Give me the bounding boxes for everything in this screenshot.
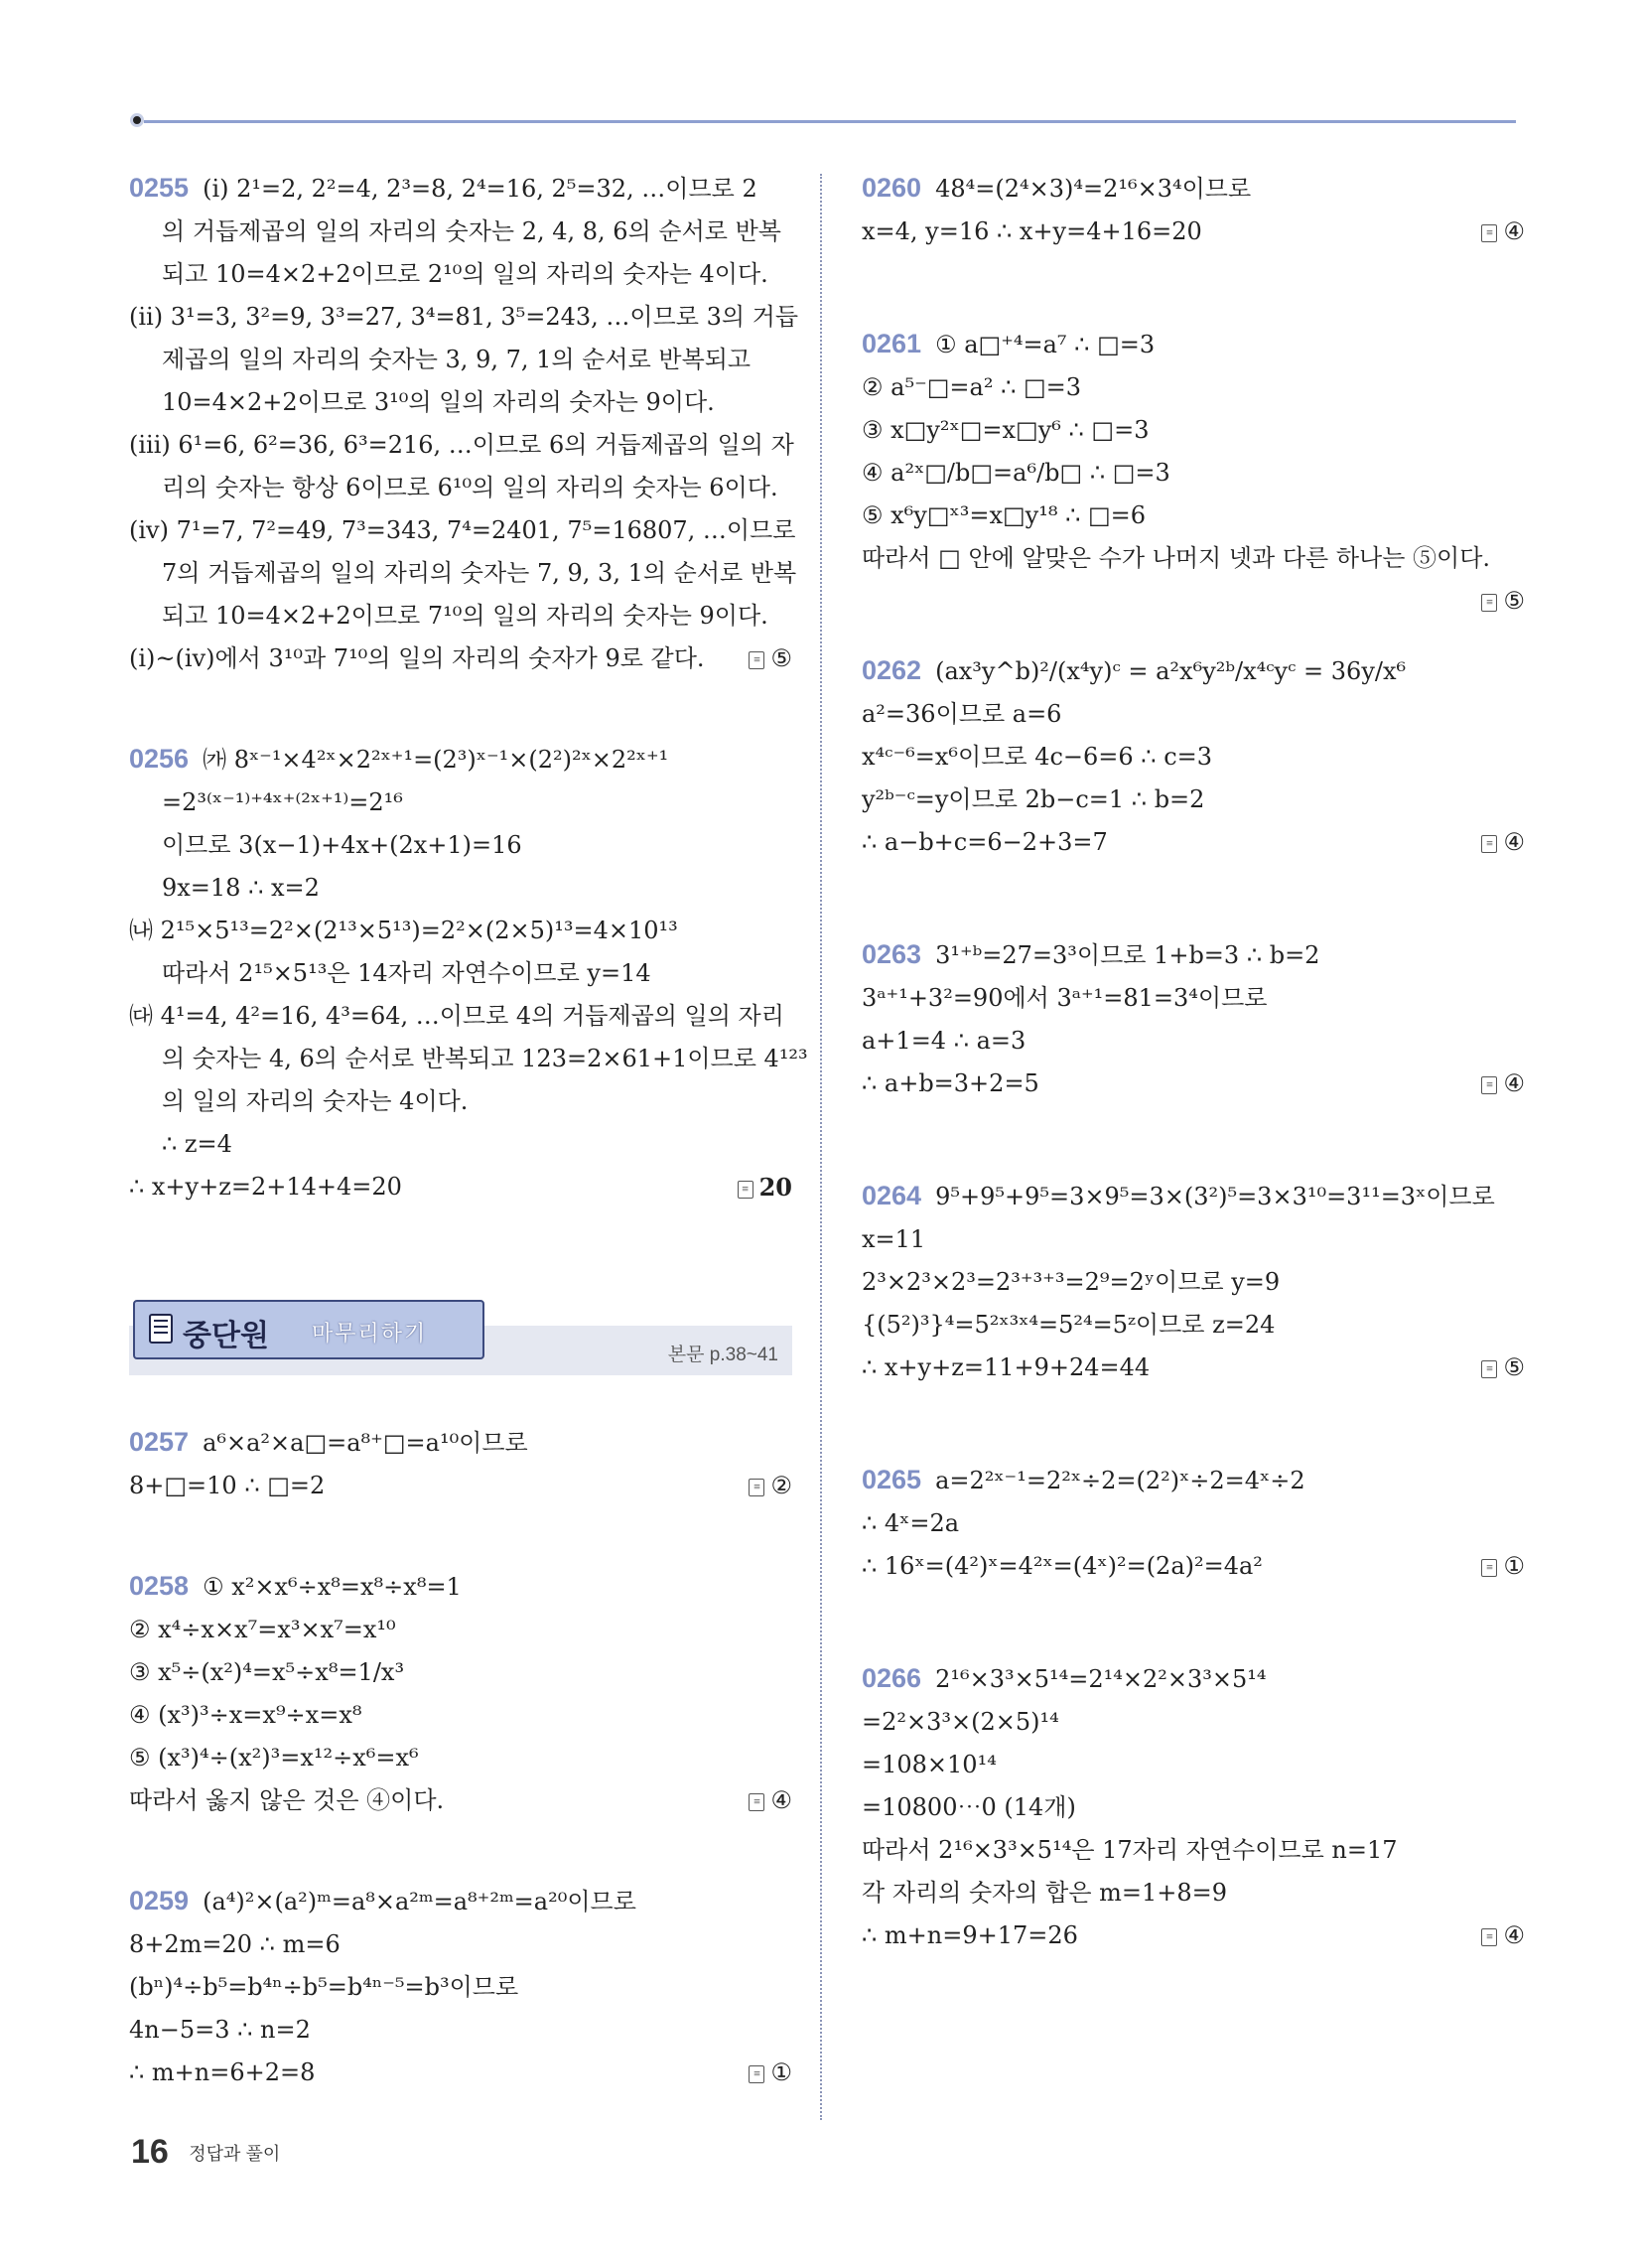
- solution-text: ① x²×x⁶÷x⁸=x⁸÷x⁸=1: [203, 1573, 462, 1601]
- solution-line: [129, 167, 792, 211]
- header-rule: [144, 120, 1516, 123]
- solution-line: [862, 167, 1525, 211]
- solution-line: [862, 977, 1525, 1020]
- solution-line: [862, 1872, 1525, 1914]
- banner-label-box: [133, 1300, 484, 1359]
- solution-line: [862, 1545, 1525, 1588]
- solution-text: ③ x□y²ˣ□=x□y⁶ ∴ □=3: [862, 416, 1150, 444]
- problem-number: 0258: [129, 1571, 190, 1601]
- answer-value: ④: [770, 1786, 792, 1814]
- solution-text: (ⅱ) 3¹=3, 3²=9, 3³=27, 3⁴=81, 3⁵=243, …이므로 3의 거듭: [129, 303, 799, 331]
- solution-line: [862, 1502, 1525, 1545]
- problem-spacer: [862, 253, 1525, 323]
- solution-line: [129, 467, 792, 509]
- solution-line: [862, 1744, 1525, 1786]
- answer-value: ④: [1503, 828, 1525, 856]
- answer-box-icon: ≡: [1481, 224, 1497, 242]
- answer-mark: [749, 1465, 792, 1507]
- solution-line: [862, 1304, 1525, 1347]
- solution-text: x=4, y=16 ∴ x+y=4+16=20: [862, 217, 1202, 245]
- problem-number: 0259: [129, 1886, 190, 1915]
- solution-text: ∴ x+y+z=11+9+24=44: [862, 1353, 1151, 1381]
- solution-line: [129, 867, 792, 910]
- solution-text: =10800⋯0 (14개): [862, 1793, 1076, 1821]
- header-bullet-icon: [130, 113, 144, 127]
- solution-text: 이므로 3(x−1)+4x+(2x+1)=16: [162, 831, 522, 859]
- solution-line: [862, 1459, 1525, 1502]
- solution-text: 의 일의 자리의 숫자는 4이다.: [162, 1087, 469, 1115]
- problem-number: 0266: [862, 1663, 922, 1693]
- solution-line: [129, 1421, 792, 1465]
- solution-text: 4n−5=3 ∴ n=2: [129, 2016, 311, 2044]
- solution-text: =108×10¹⁴: [862, 1751, 997, 1778]
- solution-text: 9x=18 ∴ x=2: [162, 874, 320, 902]
- problem-number: 0257: [129, 1427, 190, 1457]
- solution-text: 의 거듭제곱의 일의 자리의 숫자는 2, 4, 8, 6의 순서로 반복: [162, 217, 781, 245]
- answer-box-icon: ≡: [749, 1479, 764, 1496]
- solution-line: [129, 424, 792, 467]
- problem-spacer: [862, 864, 1525, 933]
- problem-0265: [862, 1459, 1525, 1588]
- column-divider: [820, 174, 822, 2120]
- solution-text: 따라서 옳지 않은 것은 ④이다.: [129, 1786, 445, 1814]
- solution-line: [862, 409, 1525, 452]
- solution-line: [862, 1701, 1525, 1744]
- solution-line: [129, 638, 792, 680]
- solution-text: 8+□=10 ∴ □=2: [129, 1472, 326, 1499]
- problem-number: 0255: [129, 173, 190, 203]
- solution-text: ∴ x+y+z=2+14+4=20: [129, 1173, 402, 1201]
- answer-value: ④: [1503, 217, 1525, 245]
- solution-text: y²ᵇ⁻ᶜ=y이므로 2b−c=1 ∴ b=2: [862, 785, 1205, 813]
- solution-text: ② a⁵⁻□=a² ∴ □=3: [862, 373, 1082, 401]
- solution-line: [862, 1020, 1525, 1063]
- solution-text: ㈐ 4¹=4, 4²=16, 4³=64, …이므로 4의 거듭제곱의 일의 자리: [129, 1002, 784, 1030]
- solution-line: [129, 595, 792, 638]
- solution-text: (ⅲ) 6¹=6, 6²=36, 6³=216, …이므로 6의 거듭제곱의 일의 자: [129, 431, 794, 459]
- solution-line: [129, 1880, 792, 1923]
- solution-line: [862, 933, 1525, 977]
- page-footer: [131, 2133, 280, 2172]
- answer-value: ④: [1503, 1921, 1525, 1949]
- solution-line: [862, 1261, 1525, 1304]
- answer-value: ②: [770, 1472, 792, 1499]
- solution-line: [862, 452, 1525, 495]
- solution-line: [862, 366, 1525, 409]
- notebook-icon: [149, 1314, 173, 1344]
- solution-text: =2³⁽ˣ⁻¹⁾⁺⁴ˣ⁺⁽²ˣ⁺¹⁾=2¹⁶: [162, 788, 403, 816]
- problem-spacer: [862, 580, 1525, 649]
- answer-mark: [749, 2052, 792, 2094]
- answer-box-icon: ≡: [749, 1793, 764, 1811]
- solution-text: ① a□⁺⁴=a⁷ ∴ □=3: [935, 331, 1156, 358]
- solution-line: [862, 1063, 1525, 1105]
- answer-box-icon: ≡: [749, 651, 764, 669]
- solution-line: [129, 339, 792, 381]
- answer-mark: [1481, 1545, 1525, 1588]
- problem-number: 0265: [862, 1465, 922, 1494]
- problem-0263: [862, 933, 1525, 1105]
- solution-line: [862, 821, 1525, 864]
- solution-text: x⁴ᶜ⁻⁶=x⁶이므로 4c−6=6 ∴ c=3: [862, 743, 1213, 771]
- solution-line: [129, 1038, 808, 1080]
- solution-text: =2²×3³×(2×5)¹⁴: [862, 1708, 1059, 1736]
- solution-text: x=11: [862, 1225, 926, 1253]
- right-problems: [862, 167, 1525, 1957]
- solution-text: 되고 10=4×2+2이므로 7¹⁰의 일의 자리의 숫자는 9이다.: [162, 602, 768, 630]
- solution-text: a²=36이므로 a=6: [862, 700, 1062, 728]
- solution-text: 9⁵+9⁵+9⁵=3×9⁵=3×(3²)⁵=3×3¹⁰=3¹¹=3ˣ이므로: [935, 1183, 1495, 1210]
- footer-label: 정답과 풀이: [189, 2143, 281, 2164]
- answer-value: ④: [1503, 1069, 1525, 1097]
- problem-0259: [129, 1880, 792, 2094]
- solution-line: [129, 1923, 792, 1966]
- solution-text: ∴ m+n=9+17=26: [862, 1921, 1078, 1949]
- problem-spacer: [129, 680, 792, 738]
- solution-line: [862, 1829, 1525, 1872]
- answer-mark: [1481, 1914, 1525, 1957]
- solution-line: [862, 323, 1525, 366]
- banner-title: 중단원: [183, 1320, 269, 1352]
- problem-number: 0261: [862, 329, 922, 358]
- solution-line: [129, 253, 792, 296]
- solution-line: [129, 1779, 792, 1822]
- answer-mark: [1481, 211, 1525, 253]
- solution-line: [129, 509, 796, 552]
- left-problems-top: [129, 167, 808, 1208]
- solution-text: 제곱의 일의 자리의 숫자는 3, 9, 7, 1의 순서로 반복되고: [162, 346, 752, 373]
- solution-line: [862, 1347, 1525, 1389]
- solution-line: [129, 738, 792, 781]
- solution-text: 2¹⁶×3³×5¹⁴=2¹⁴×2²×3³×5¹⁴: [935, 1665, 1267, 1693]
- problem-spacer: [129, 1822, 792, 1880]
- solution-text: 2³×2³×2³=2³⁺³⁺³=2⁹=2ʸ이므로 y=9: [862, 1268, 1281, 1296]
- problem-0262: [862, 649, 1525, 864]
- solution-text: 따라서 2¹⁵×5¹³은 14자리 자연수이므로 y=14: [162, 959, 651, 987]
- solution-text: 8+2m=20 ∴ m=6: [129, 1930, 341, 1958]
- problem-spacer: [862, 1389, 1525, 1459]
- problem-number: 0264: [862, 1181, 922, 1210]
- solution-text: (ax³y^b)²/(x⁴y)ᶜ = a²x⁶y²ᵇ/x⁴ᶜyᶜ = 36y/x⁶: [935, 657, 1407, 685]
- solution-text: ∴ a−b+c=6−2+3=7: [862, 828, 1108, 856]
- solution-text: ③ x⁵÷(x²)⁴=x⁵÷x⁸=1/x³: [129, 1658, 405, 1686]
- solution-text: (bⁿ)⁴÷b⁵=b⁴ⁿ÷b⁵=b⁴ⁿ⁻⁵=b³이므로: [129, 1973, 519, 2001]
- answer-value: ⑤: [1503, 1353, 1525, 1381]
- solution-line: [129, 1123, 792, 1166]
- solution-line: [862, 1657, 1525, 1701]
- section-banner: [129, 1300, 792, 1387]
- solution-line: [129, 1465, 792, 1507]
- answer-value: ①: [770, 2058, 792, 2086]
- banner-page-reference: 본문 p.38~41: [667, 1345, 778, 1365]
- answer-box-icon: ≡: [738, 1181, 753, 1199]
- solution-text: 따라서 □ 안에 알맞은 수가 나머지 넷과 다른 하나는 ⑤이다.: [862, 544, 1491, 572]
- solution-line: [862, 693, 1525, 736]
- solution-text: ② x⁴÷x×x⁷=x³×x⁷=x¹⁰: [129, 1616, 396, 1643]
- problem-0261: [862, 323, 1525, 615]
- answer-box-icon: ≡: [1481, 1559, 1497, 1577]
- solution-line: [129, 1694, 792, 1737]
- solution-text: 각 자리의 숫자의 합은 m=1+8=9: [862, 1879, 1228, 1907]
- solution-text: ⑤ x⁶y□ˣ³=x□y¹⁸ ∴ □=6: [862, 501, 1147, 529]
- problem-spacer: [862, 1105, 1525, 1175]
- solution-line: [862, 1218, 1525, 1261]
- solution-line: [129, 2052, 792, 2094]
- solution-text: {(5²)³}⁴=5²ˣ³ˣ⁴=5²⁴=5ᶻ이므로 z=24: [862, 1311, 1276, 1339]
- problem-0257: [129, 1421, 792, 1507]
- solution-line: [862, 779, 1525, 821]
- solution-line: [129, 2009, 792, 2052]
- solution-line: [129, 211, 792, 253]
- problem-0256: [129, 738, 808, 1208]
- solution-text: (ⅳ) 7¹=7, 7²=49, 7³=343, 7⁴=2401, 7⁵=16807, …이므로: [129, 516, 796, 544]
- answer-mark: [749, 1779, 792, 1822]
- solution-line: [862, 1914, 1525, 1957]
- answer-box-icon: ≡: [1481, 594, 1497, 612]
- solution-text: ∴ m+n=6+2=8: [129, 2058, 316, 2086]
- solution-line: [129, 1565, 792, 1609]
- solution-line: [129, 1080, 792, 1123]
- solution-text: ∴ 16ˣ=(4²)ˣ=4²ˣ=(4ˣ)²=(2a)²=4a²: [862, 1552, 1263, 1580]
- answer-box-icon: ≡: [1481, 1360, 1497, 1378]
- solution-line: [129, 296, 799, 339]
- solution-text: ㈏ 2¹⁵×5¹³=2²×(2¹³×5¹³)=2²×(2×5)¹³=4×10¹³: [129, 917, 678, 944]
- solution-line: [862, 495, 1525, 537]
- solution-text: 3ᵃ⁺¹+3²=90에서 3ᵃ⁺¹=81=3⁴이므로: [862, 984, 1268, 1012]
- answer-box-icon: ≡: [1481, 1928, 1497, 1946]
- banner-subtitle: 마무리하기: [312, 1321, 428, 1346]
- solution-line: [129, 824, 792, 867]
- left-column: [129, 167, 808, 2094]
- solution-line: [129, 1966, 792, 2009]
- answer-box-icon: ≡: [1481, 835, 1497, 853]
- problem-0258: [129, 1565, 792, 1822]
- problem-number: 0260: [862, 173, 922, 203]
- problem-spacer: [862, 1588, 1525, 1657]
- solution-text: a⁶×a²×a□=a⁸⁺□=a¹⁰이므로: [203, 1429, 528, 1457]
- answer-mark: [738, 1166, 792, 1209]
- right-column: [862, 167, 1525, 1957]
- solution-text: ∴ z=4: [162, 1130, 232, 1158]
- solution-line: [129, 381, 792, 424]
- problem-number: 0256: [129, 744, 190, 774]
- answer-box-icon: ≡: [1481, 1076, 1497, 1094]
- solution-text: 10=4×2+2이므로 3¹⁰의 일의 자리의 숫자는 9이다.: [162, 388, 715, 416]
- solution-line: [862, 649, 1525, 693]
- problem-0260: [862, 167, 1525, 253]
- solution-text: ㈎ 8ˣ⁻¹×4²ˣ×2²ˣ⁺¹=(2³)ˣ⁻¹×(2²)²ˣ×2²ˣ⁺¹: [203, 746, 669, 774]
- solution-text: ⑤ (x³)⁴÷(x²)³=x¹²÷x⁶=x⁶: [129, 1744, 419, 1772]
- solution-line: [129, 995, 792, 1038]
- solution-text: 되고 10=4×2+2이므로 2¹⁰의 일의 자리의 숫자는 4이다.: [162, 260, 768, 288]
- solution-line: [129, 1166, 792, 1208]
- solution-line: [862, 1786, 1525, 1829]
- solution-text: (ⅰ)~(ⅳ)에서 3¹⁰과 7¹⁰의 일의 자리의 숫자가 9로 같다.: [129, 644, 705, 672]
- solution-line: [862, 211, 1525, 253]
- problem-0266: [862, 1657, 1525, 1957]
- answer-mark: [1481, 1063, 1525, 1105]
- problem-number: 0263: [862, 939, 922, 969]
- solution-line: [129, 952, 792, 995]
- solution-text: 리의 숫자는 항상 6이므로 6¹⁰의 일의 자리의 숫자는 6이다.: [162, 474, 778, 501]
- solution-text: 따라서 2¹⁶×3³×5¹⁴은 17자리 자연수이므로 n=17: [862, 1836, 1398, 1864]
- solution-line: [129, 1651, 792, 1694]
- answer-value: 20: [758, 1173, 792, 1202]
- page-number: 16: [131, 2133, 169, 2171]
- solution-text: 의 숫자는 4, 6의 순서로 반복되고 123=2×61+1이므로 4¹²³: [162, 1045, 808, 1072]
- answer-value: ①: [1503, 1552, 1525, 1580]
- answer-mark: [1481, 1347, 1525, 1389]
- solution-text: 7의 거듭제곱의 일의 자리의 숫자는 7, 9, 3, 1의 순서로 반복: [162, 559, 797, 587]
- problem-spacer: [129, 1507, 792, 1565]
- answer-box-icon: ≡: [749, 2065, 764, 2083]
- left-problems-bottom: [129, 1421, 792, 2094]
- answer-mark: [749, 638, 792, 680]
- solution-line: [129, 552, 797, 595]
- solution-line: [862, 736, 1525, 779]
- solution-text: a+1=4 ∴ a=3: [862, 1027, 1026, 1055]
- solution-line: [129, 1737, 792, 1779]
- solution-line: [129, 910, 792, 952]
- answer-mark: [1481, 821, 1525, 864]
- solution-text: 3¹⁺ᵇ=27=3³이므로 1+b=3 ∴ b=2: [935, 941, 1320, 969]
- solution-line: [862, 1175, 1525, 1218]
- solution-text: ④ (x³)³÷x=x⁹÷x=x⁸: [129, 1701, 362, 1729]
- problem-number: 0262: [862, 655, 922, 685]
- solution-text: ④ a²ˣ□/b□=a⁶/b□ ∴ □=3: [862, 459, 1170, 487]
- solution-text: (ⅰ) 2¹=2, 2²=4, 2³=8, 2⁴=16, 2⁵=32, …이므로 2: [203, 175, 757, 203]
- solution-text: ∴ 4ˣ=2a: [862, 1509, 960, 1537]
- solution-line: [129, 781, 792, 824]
- problem-0264: [862, 1175, 1525, 1389]
- answer-value: ⑤: [770, 644, 792, 672]
- solution-text: a=2²ˣ⁻¹=2²ˣ÷2=(2²)ˣ÷2=4ˣ÷2: [935, 1467, 1305, 1494]
- problem-0255: [129, 167, 799, 680]
- solution-line: [129, 1609, 792, 1651]
- solution-text: ∴ a+b=3+2=5: [862, 1069, 1039, 1097]
- answer-mark: [1481, 580, 1525, 623]
- solution-text: (a⁴)²×(a²)ᵐ=a⁸×a²ᵐ=a⁸⁺²ᵐ=a²⁰이므로: [203, 1888, 636, 1915]
- solution-line: [862, 537, 1525, 580]
- answer-value: ⑤: [1503, 587, 1525, 615]
- solution-text: 48⁴=(2⁴×3)⁴=2¹⁶×3⁴이므로: [935, 175, 1252, 203]
